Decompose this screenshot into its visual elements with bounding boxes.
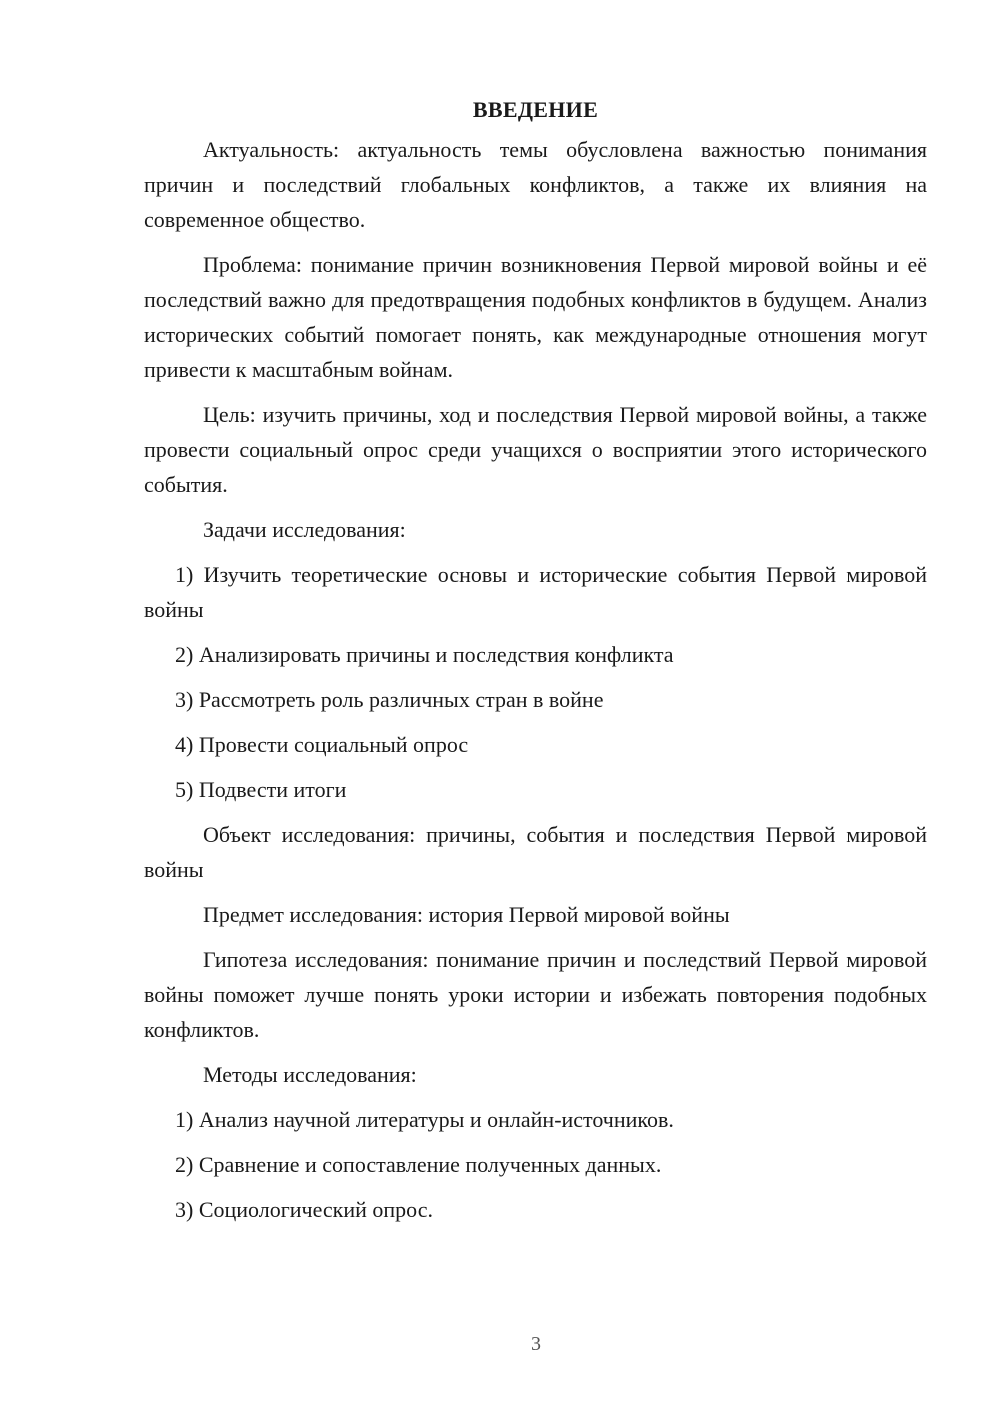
paragraph-subject: Предмет исследования: история Первой мировой войны: [203, 902, 730, 927]
paragraph-object: Объект исследования: причины, события и последствия Первой мировой войны: [144, 822, 927, 882]
paragraph-problem: Проблема: понимание причин возникновения Первой мировой войны и её последствий важно для предотвращения подобных конфликтов в будущем. Анализ исторических событий помогает понять, как международные отношения могут привести к масштабным войнам.: [144, 252, 927, 382]
method-item-1: 1) Анализ научной литературы и онлайн-источников.: [175, 1107, 674, 1132]
task-item-3: 3) Рассмотреть роль различных стран в войне: [175, 687, 604, 712]
paragraph-hypothesis: Гипотеза исследования: понимание причин и последствий Первой мировой войны поможет лучше понять уроки истории и избежать повторения подобных конфликтов.: [144, 947, 927, 1042]
page-number: 3: [531, 1333, 541, 1355]
tasks-heading: Задачи исследования:: [203, 517, 406, 542]
document-page: [144, 92, 927, 1237]
method-item-3: 3) Социологический опрос.: [175, 1197, 433, 1222]
section-title: ВВЕДЕНИЕ: [472, 97, 599, 122]
task-item-4: 4) Провести социальный опрос: [175, 732, 469, 757]
method-item-2: 2) Сравнение и сопоставление полученных данных.: [175, 1152, 662, 1177]
task-item-1: 1) Изучить теоретические основы и исторические события Первой мировой войны: [144, 562, 927, 622]
methods-heading: Методы исследования:: [203, 1062, 417, 1087]
task-item-5: 5) Подвести итоги: [175, 777, 347, 802]
paragraph-goal: Цель: изучить причины, ход и последствия Первой мировой войны, а также провести социальный опрос среди учащихся о восприятии этого исторического события.: [144, 402, 927, 497]
paragraph-relevance: Актуальность: актуальность темы обусловлена важностью понимания причин и последствий глобальных конфликтов, а также их влияния на современное общество.: [144, 137, 927, 232]
task-item-2: 2) Анализировать причины и последствия конфликта: [175, 642, 674, 667]
